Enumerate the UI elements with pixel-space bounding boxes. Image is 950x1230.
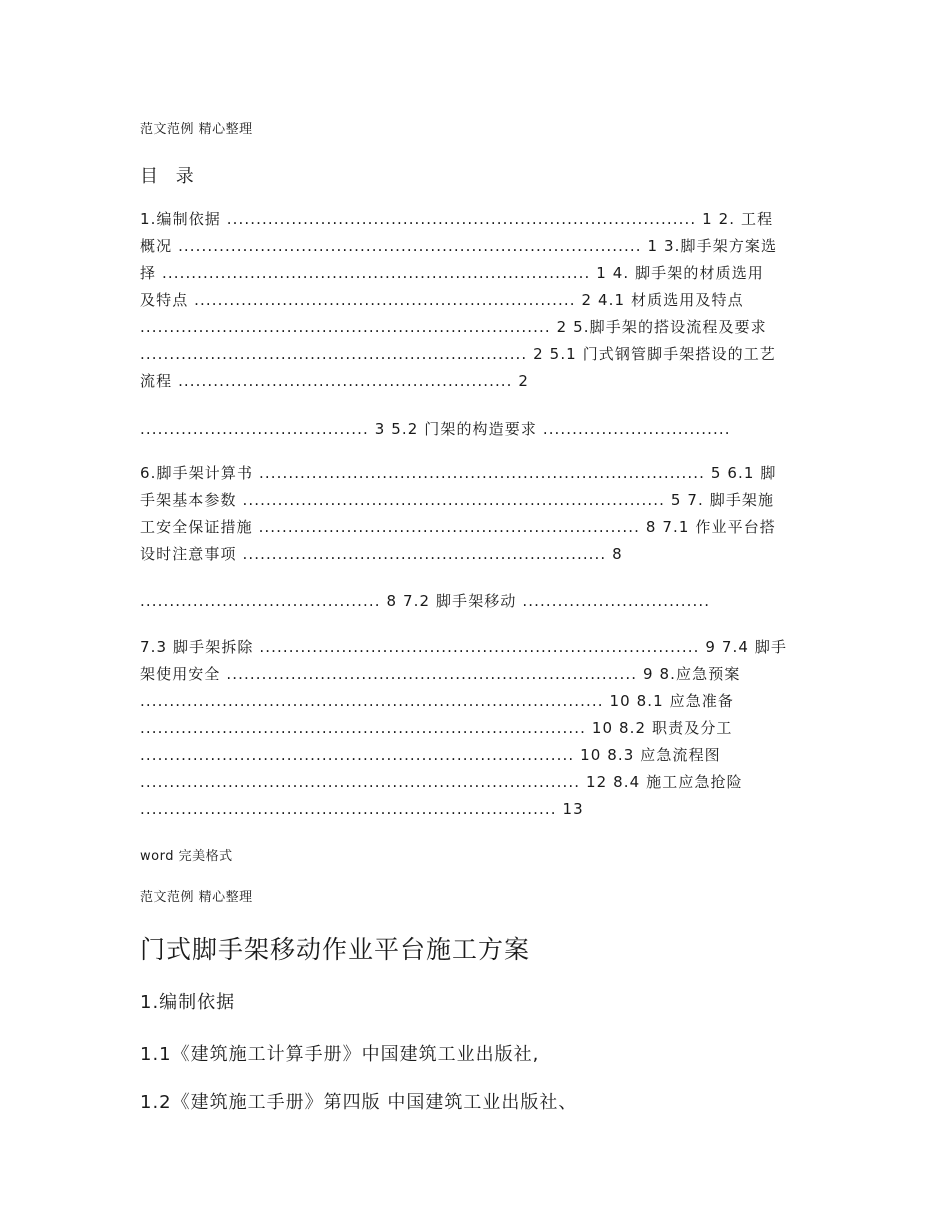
toc-entries-5	[140, 634, 812, 823]
toc-line[interactable]: ....................................................................... 13	[140, 800, 584, 818]
toc-entries-4	[140, 588, 812, 615]
toc-entries-2	[140, 416, 812, 443]
toc-line[interactable]: 及特点 ................................................................. 2 4.1 材质选用及特点	[140, 291, 744, 309]
toc-line[interactable]: ............................................................................... 10 8.1 应急准备	[140, 692, 735, 710]
page-header: 范文范例 精心整理	[140, 122, 253, 137]
toc-line[interactable]: 择 ......................................................................... 1 4. 脚手架的材质选用	[140, 264, 764, 282]
page-header-2: 范文范例 精心整理	[140, 890, 253, 905]
toc-line[interactable]: ........................................................................... 12 8.4 施工应急抢险	[140, 773, 743, 791]
toc-entries-1	[140, 206, 812, 395]
toc-line[interactable]: 设时注意事项 .............................................................. 8	[140, 545, 623, 563]
toc-line[interactable]: ....................................... 3 5.2 门架的构造要求 ................................	[140, 420, 731, 438]
toc-line[interactable]: 7.3 脚手架拆除 ........................................................................... 9 7.4 脚手	[140, 638, 788, 656]
document-title: 门式脚手架移动作业平台施工方案	[140, 935, 531, 964]
toc-line[interactable]: 流程 ......................................................... 2	[140, 372, 530, 390]
toc-line[interactable]: ...................................................................... 2 5.脚手架的搭设流程及要求	[140, 318, 767, 336]
toc-line[interactable]: 概况 ............................................................................... 1 3.脚手架方案选	[140, 237, 778, 255]
toc-line[interactable]: 架使用安全 ...................................................................... 9 8.应急预案	[140, 665, 741, 683]
toc-line[interactable]: ......................................... 8 7.2 脚手架移动 ................................	[140, 592, 711, 610]
toc-line[interactable]: 6.脚手架计算书 ............................................................................ 5 6.1 脚	[140, 464, 777, 482]
toc-line[interactable]: 1.编制依据 ................................................................................ 1 2. 工程	[140, 210, 774, 228]
section-heading: 1.编制依据	[140, 992, 236, 1013]
page-footer: word 完美格式	[140, 849, 233, 864]
toc-line[interactable]: .................................................................. 2 5.1 门式钢管脚手架搭设的工艺	[140, 345, 776, 363]
toc-line[interactable]: 工安全保证措施 ................................................................. 8 7.1 作业平台搭	[140, 518, 776, 536]
reference-item: 1.1《建筑施工计算手册》中国建筑工业出版社,	[140, 1044, 540, 1065]
reference-item: 1.2《建筑施工手册》第四版 中国建筑工业出版社、	[140, 1092, 578, 1113]
toc-line[interactable]: 手架基本参数 ........................................................................ 5 7. 脚手架施	[140, 491, 775, 509]
toc-line[interactable]: .......................................................................... 10 8.3 应急流程图	[140, 746, 721, 764]
toc-line[interactable]: ............................................................................ 10 8.2 职责及分工	[140, 719, 733, 737]
toc-title: 目 录	[140, 166, 200, 187]
toc-entries-3	[140, 460, 812, 568]
